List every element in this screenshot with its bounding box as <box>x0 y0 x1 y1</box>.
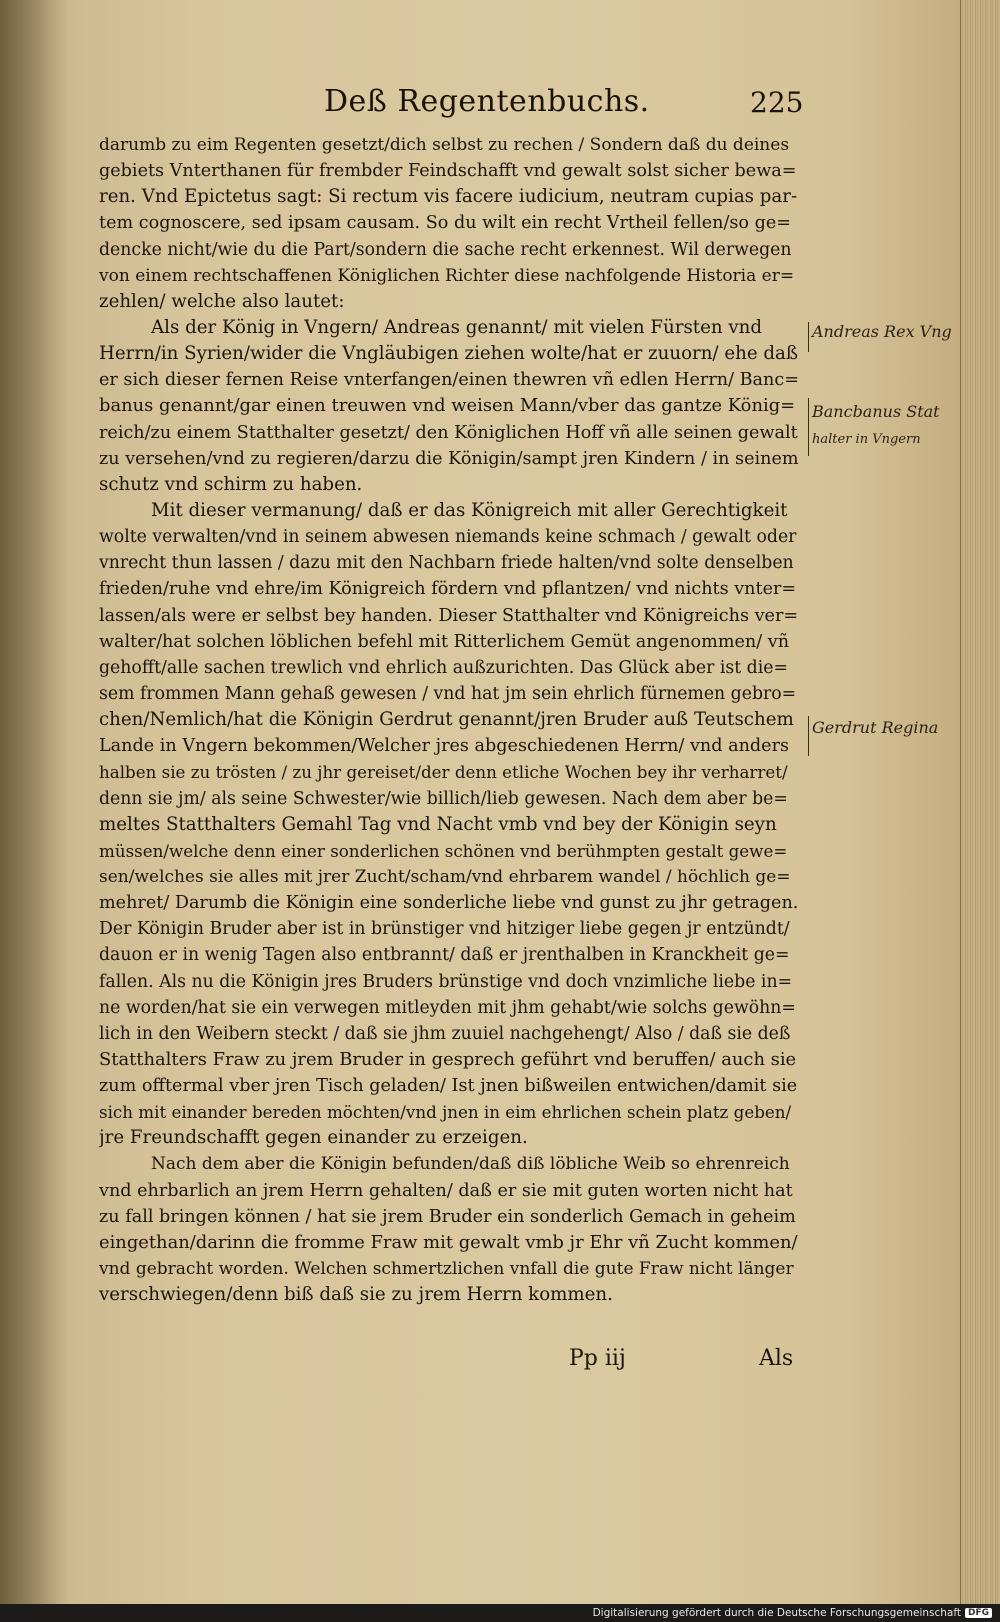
text-line: zum offtermal vber jren Tisch geladen/ Ist jnen bißweilen entwichen/damit sie <box>99 1076 798 1097</box>
text-line: Herrn/in Syrien/wider die Vngläubigen ziehen wolte/hat er zuuorn/ ehe daß <box>99 343 798 365</box>
marginal-note: Bancbanus Stat <box>812 402 940 421</box>
credit-text: Digitalisierung gefördert durch die Deutsche Forschungsgemeinschaft <box>592 1607 961 1619</box>
text-line: halben sie zu trösten / zu jhr gereiset/der denn etliche Wochen bey ihr verharret/ <box>99 762 788 783</box>
text-line: jre Freundschafft gegen einander zu erzeigen. <box>99 1127 528 1149</box>
text-line: zu versehen/vnd zu regieren/darzu die Königin/sampt jren Kindern / in seinem <box>99 448 799 469</box>
text-line: vnd ehrbarlich an jrem Herrn gehalten/ daß er sie mit guten worten nicht hat <box>99 1180 793 1201</box>
marginal-note: Andreas Rex Vng <box>812 322 952 341</box>
text-line: denn sie jm/ als seine Schwester/wie billich/lieb gewesen. Nach dem aber be= <box>99 788 788 809</box>
text-line: eingethan/darinn die fromme Fraw mit gewalt vmb jr Ehr vñ Zucht kommen/ <box>99 1231 798 1253</box>
text-line: sem frommen Mann gehaß gewesen / vnd hat jm sein ehrlich fürnemen gebro= <box>99 683 797 704</box>
text-line: lassen/als were er selbst bey handen. Dieser Statthalter vnd Königreichs ver= <box>99 605 799 626</box>
text-line: tem cognoscere, sed ipsam causam. So du wilt ein recht Vrtheil fellen/so ge= <box>99 213 792 234</box>
text-line: sen/welches sie alles mit jrer Zucht/scham/vnd ehrbarem wandel / höchlich ge= <box>99 866 791 887</box>
digitization-credit <box>593 1605 992 1621</box>
text-line: chen/Nemlich/hat die Königin Gerdrut genannt/jren Bruder auß Teutschem <box>99 709 794 731</box>
running-title: Deß Regentenbuchs. <box>324 84 650 119</box>
marginal-note: Gerdrut Regina <box>812 718 939 737</box>
text-line: dencke nicht/wie du die Part/sondern die sache recht erkennest. Wil derwegen <box>99 239 792 260</box>
catchword: Als <box>759 1346 794 1371</box>
text-line: ren. Vnd Epictetus sagt: Si rectum vis facere iudicium, neutram cupias par- <box>99 186 798 208</box>
text-line: meltes Statthalters Gemahl Tag vnd Nacht vmb vnd bey der Königin seyn <box>99 813 777 835</box>
text-line: lich in den Weibern steckt / daß sie jhm zuuiel nachgehengt/ Also / daß sie deß <box>99 1023 791 1044</box>
text-line: zehlen/ welche also lautet: <box>99 290 345 312</box>
text-line: verschwiegen/denn biß daß sie zu jrem Herrn kommen. <box>99 1284 613 1306</box>
paragraph-start-line: Mit dieser vermanung/ daß er das Königreich mit aller Gerechtigkeit <box>151 499 788 521</box>
marginal-note: halter in Vngern <box>812 432 921 447</box>
text-line: vnrecht thun lassen / dazu mit den Nachbarn friede halten/vnd solte denselben <box>99 553 794 574</box>
text-line: dauon er in wenig Tagen also entbrannt/ daß er jrenthalben in Kranckheit ge= <box>99 945 790 966</box>
text-line: zu fall bringen können / hat sie jrem Bruder ein sonderlich Gemach in geheim <box>99 1206 796 1227</box>
page-edges <box>960 0 1000 1604</box>
text-line: vnd gebracht worden. Welchen schmertzlichen vnfall die gute Fraw nicht länger <box>99 1259 794 1280</box>
text-line: Statthalters Fraw zu jrem Bruder in gesprech geführt vnd beruffen/ auch sie <box>99 1048 797 1070</box>
text-line: ne worden/hat sie ein verwegen mitleyden mit jhm gehabt/wie solchs gewöhn= <box>99 997 796 1018</box>
text-line: müssen/welche denn einer sonderlichen schönen vnd berühmpten gestalt gewe= <box>99 840 788 861</box>
text-line: banus genannt/gar einen treuwen vnd weisen Mann/vber das gantze König= <box>99 395 796 417</box>
text-line: wolte verwalten/vnd in seinem abwesen niemands keine schmach / gewalt oder <box>99 527 797 548</box>
text-line: gehofft/alle sachen trewlich vnd ehrlich außzurichten. Das Glück aber ist die= <box>99 657 788 678</box>
text-line: von einem rechtschaffenen Königlichen Richter diese nachfolgende Historia er= <box>99 265 795 286</box>
body-text <box>99 132 799 1308</box>
page-number: 225 <box>750 86 804 119</box>
text-line: walter/hat solchen löblichen befehl mit Ritterlichem Gemüt angenommen/ vñ <box>99 631 790 652</box>
text-line: frieden/ruhe vnd ehre/im Königreich fördern vnd pflantzen/ vnd nichts vnter= <box>99 579 797 600</box>
signature-mark: Pp iij <box>569 1346 626 1371</box>
text-line: Der Königin Bruder aber ist in brünstiger vnd hitziger liebe gegen jr entzündt/ <box>99 919 790 940</box>
text-line: sich mit einander bereden möchten/vnd jnen in eim ehrlichen schein platz geben/ <box>99 1102 792 1123</box>
text-line: Lande in Vngern bekommen/Welcher jres abgeschiedenen Herrn/ vnd anders <box>99 736 790 757</box>
text-line: mehret/ Darumb die Königin eine sonderliche liebe vnd gunst zu jhr getragen. <box>99 893 799 914</box>
page-header <box>100 84 804 124</box>
text-line: schutz vnd schirm zu haben. <box>99 473 363 495</box>
text-line: darumb zu eim Regenten gesetzt/dich selbst zu rechen / Sondern daß du deines <box>99 135 790 155</box>
gutter-shadow <box>0 0 70 1604</box>
text-line: er sich dieser fernen Reise vnterfangen/einen thewren vñ edlen Herrn/ Banc= <box>99 370 799 391</box>
paragraph-start-line: Nach dem aber die Königin befunden/daß diß löbliche Weib so ehrenreich <box>151 1154 790 1175</box>
text-line: gebiets Vnterthanen für frembder Feindschafft vnd gewalt solst sicher bewa= <box>99 161 797 182</box>
text-line: reich/zu einem Statthalter gesetzt/ den Königlichen Hoff vñ alle seinen gewalt <box>99 422 798 443</box>
page-footer <box>99 1346 799 1380</box>
dfg-logo: DFG <box>965 1608 992 1618</box>
text-line: fallen. Als nu die Königin jres Bruders brünstige vnd doch vnzimliche liebe in= <box>99 971 793 992</box>
paragraph-start-line: Als der König in Vngern/ Andreas genannt/ mit vielen Fürsten vnd <box>151 316 762 338</box>
